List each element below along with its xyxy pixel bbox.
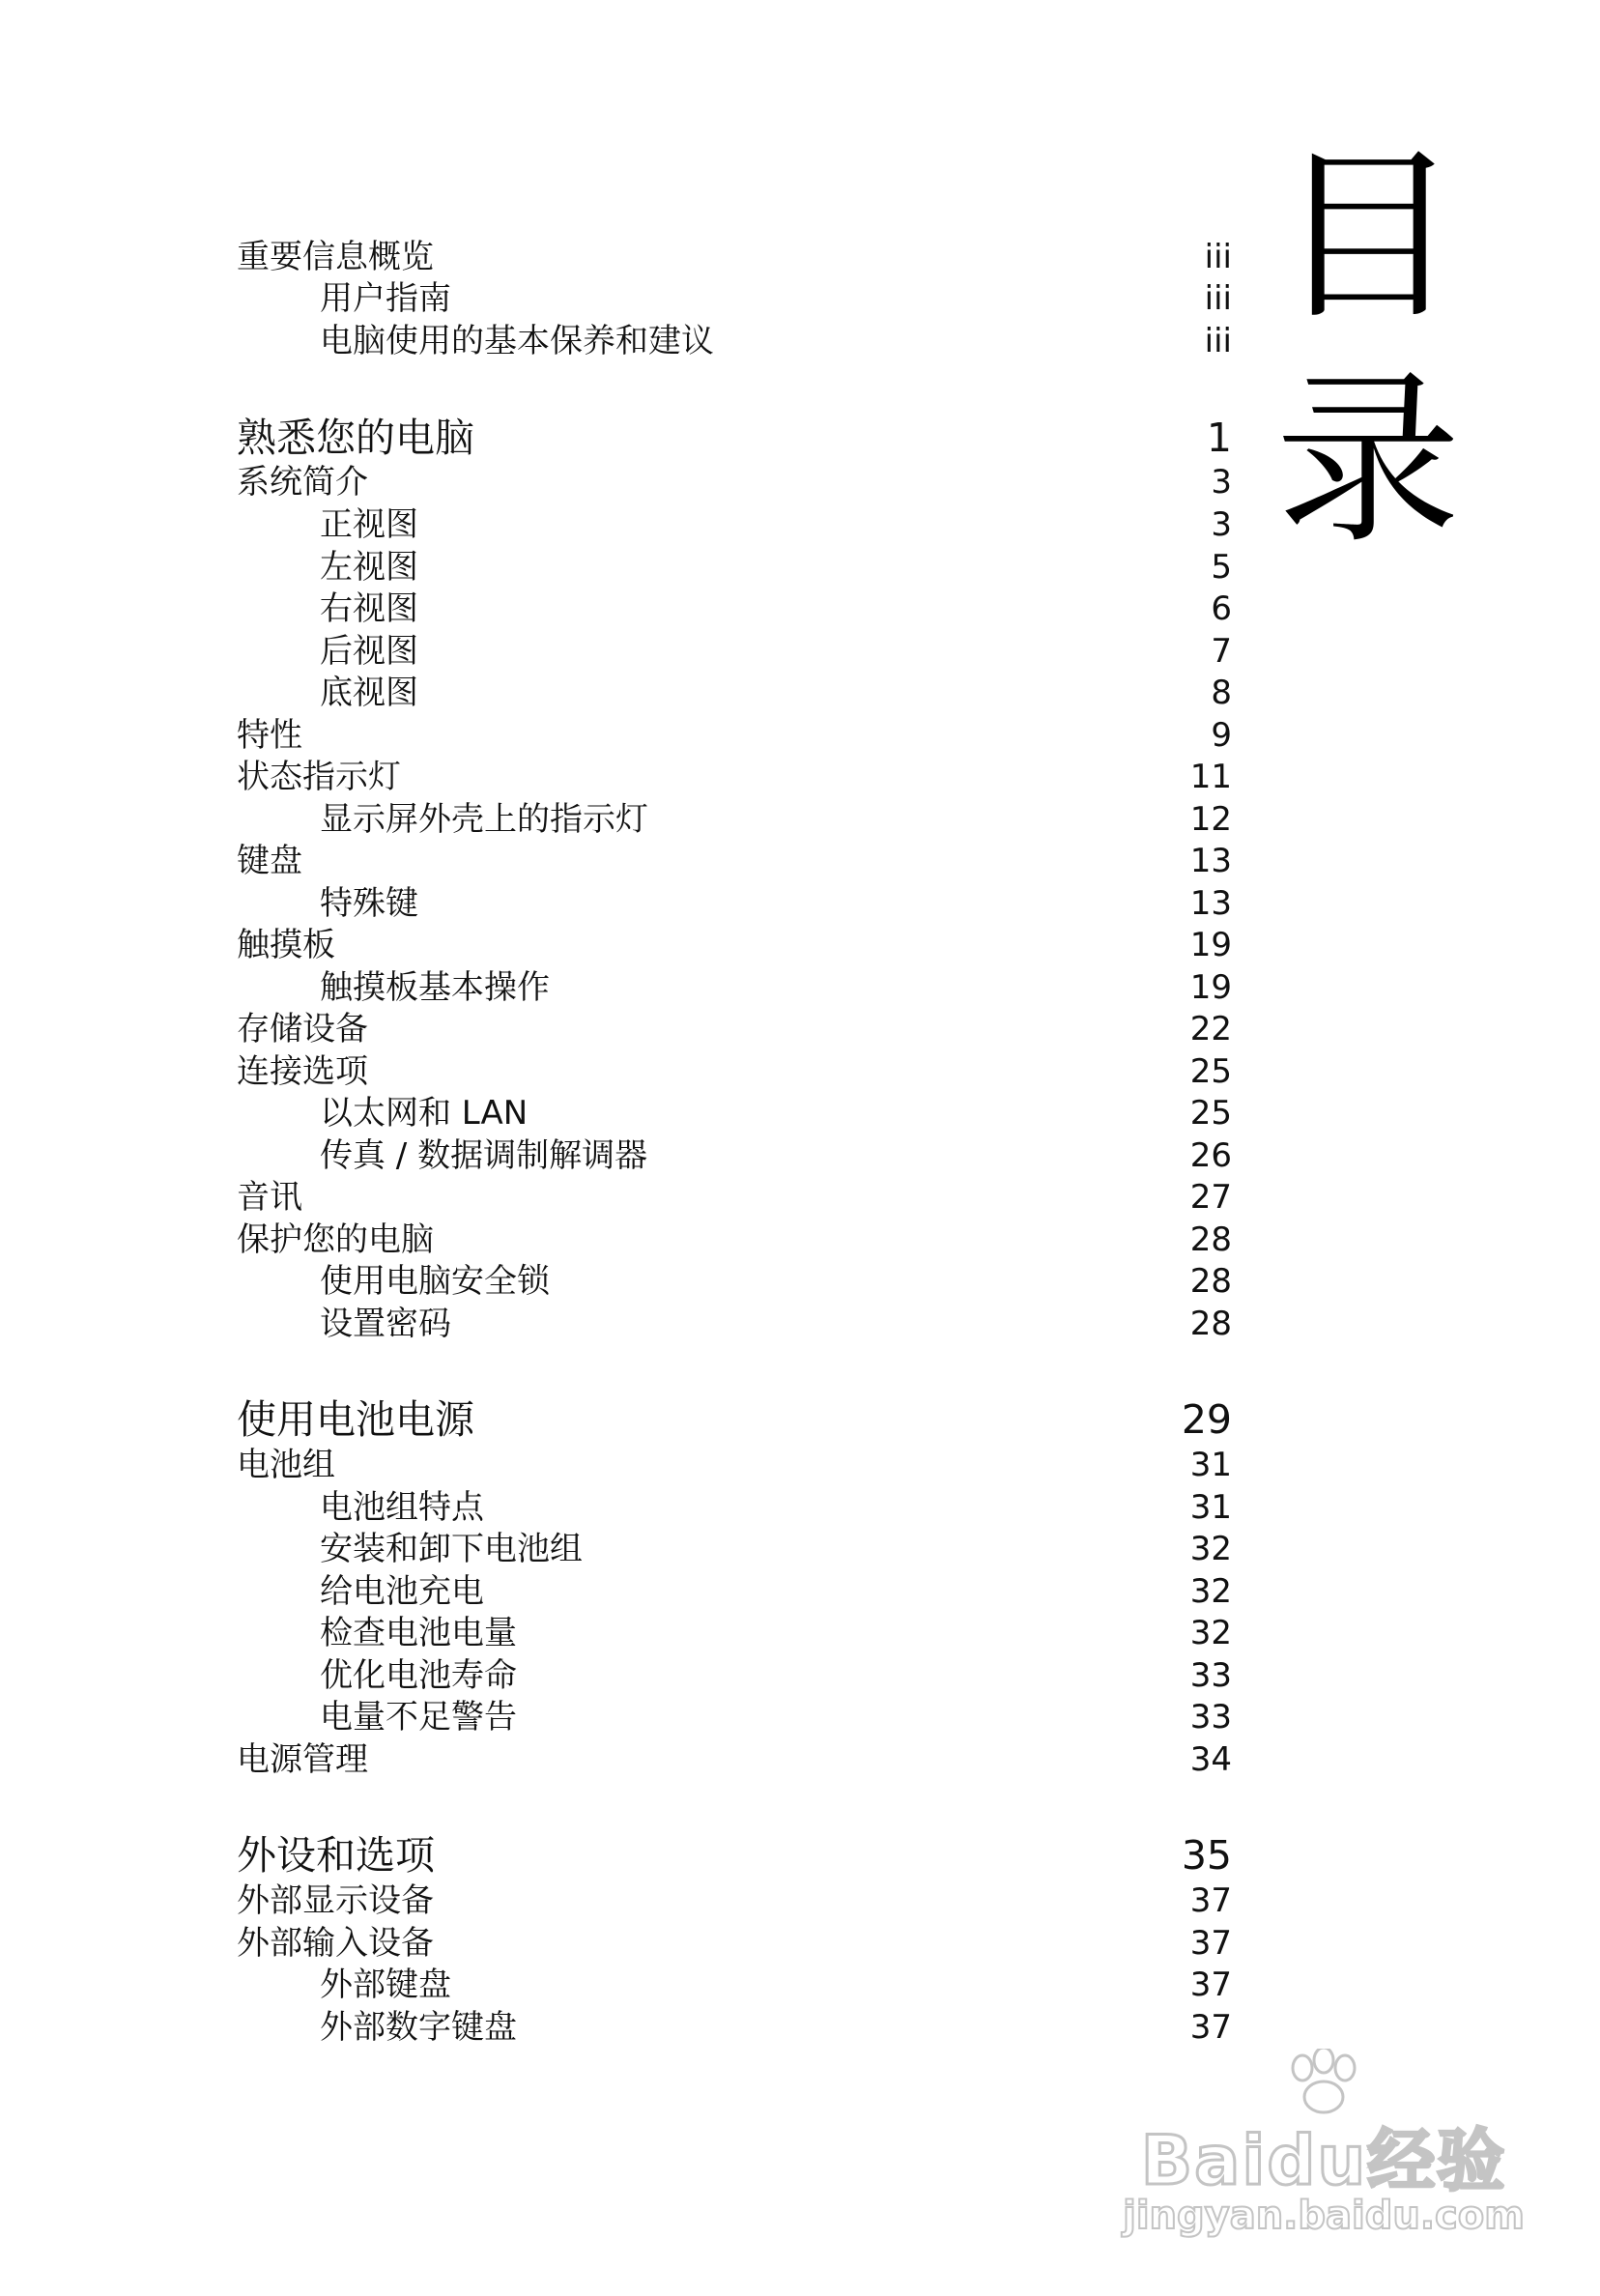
toc-entry-page: iii bbox=[1204, 322, 1232, 360]
toc-chapter-page: 29 bbox=[1181, 1396, 1232, 1443]
toc-entry-page: 32 bbox=[1189, 1530, 1232, 1568]
toc-entry-title: 使用电脑安全锁 bbox=[320, 1262, 550, 1301]
toc-entry[interactable] bbox=[237, 714, 1232, 757]
toc-entry[interactable] bbox=[237, 840, 1232, 882]
toc-entry-page: 33 bbox=[1189, 1656, 1232, 1695]
toc-entry-title: 重要信息概览 bbox=[237, 238, 434, 276]
toc-entry-title: 传真 / 数据调制解调器 bbox=[320, 1136, 648, 1175]
toc-entry[interactable] bbox=[237, 1612, 1232, 1654]
toc-entry-page: 12 bbox=[1189, 800, 1232, 839]
page-title-line-2: 录 bbox=[1275, 354, 1461, 569]
toc-entry-title: 触摸板基本操作 bbox=[320, 968, 550, 1007]
toc-entry[interactable] bbox=[237, 882, 1232, 925]
toc-entry[interactable] bbox=[237, 1050, 1232, 1093]
toc-chapter-title: 使用电池电源 bbox=[237, 1396, 474, 1443]
page-title-line-1: 目 bbox=[1275, 129, 1461, 345]
toc-entry-title: 电池组 bbox=[237, 1446, 335, 1484]
toc-entry[interactable] bbox=[237, 277, 1232, 320]
toc-entry-page: 31 bbox=[1189, 1446, 1232, 1484]
toc-entry[interactable] bbox=[237, 924, 1232, 966]
toc-entry[interactable] bbox=[237, 503, 1232, 546]
toc-chapter[interactable] bbox=[237, 1392, 1232, 1447]
toc-entry-page: 37 bbox=[1189, 2008, 1232, 2047]
toc-entry[interactable] bbox=[237, 1176, 1232, 1219]
toc-entry-title: 给电池充电 bbox=[320, 1572, 484, 1611]
toc-entry-title: 检查电池电量 bbox=[320, 1614, 517, 1652]
toc-entry[interactable] bbox=[237, 236, 1232, 278]
toc-entry-title: 设置密码 bbox=[320, 1305, 451, 1343]
toc-entry-title: 用户指南 bbox=[320, 279, 451, 318]
toc-entry[interactable] bbox=[237, 1134, 1232, 1177]
toc-entry[interactable] bbox=[237, 1570, 1232, 1613]
toc-entry-page: 37 bbox=[1189, 1966, 1232, 2004]
toc-entry[interactable] bbox=[237, 672, 1232, 714]
toc-entry-page: 9 bbox=[1211, 716, 1232, 755]
toc-entry-page: 6 bbox=[1211, 589, 1232, 628]
toc-chapter-page: 1 bbox=[1206, 415, 1232, 461]
toc-entry-title: 存储设备 bbox=[237, 1010, 368, 1048]
toc-entry-title: 显示屏外壳上的指示灯 bbox=[320, 800, 648, 839]
toc-entry-page: 11 bbox=[1189, 758, 1232, 796]
toc-entry-page: 25 bbox=[1189, 1052, 1232, 1091]
toc-entry-page: 3 bbox=[1211, 463, 1232, 502]
toc-entry-title: 外部数字键盘 bbox=[320, 2008, 517, 2047]
toc-entry-page: 27 bbox=[1189, 1178, 1232, 1217]
toc-entry-title: 系统简介 bbox=[237, 463, 368, 502]
toc-entry-page: 32 bbox=[1189, 1572, 1232, 1611]
toc-entry-page: 7 bbox=[1211, 632, 1232, 671]
toc-entry[interactable] bbox=[237, 461, 1232, 503]
toc-entry-page: 13 bbox=[1189, 842, 1232, 880]
toc-entry[interactable] bbox=[237, 1008, 1232, 1050]
toc-entry-title: 以太网和 LAN bbox=[320, 1094, 529, 1133]
toc-entry[interactable] bbox=[237, 1738, 1232, 1781]
toc-entry-title: 电源管理 bbox=[237, 1740, 368, 1779]
toc-entry-title: 安装和卸下电池组 bbox=[320, 1530, 583, 1568]
toc-entry-page: 8 bbox=[1211, 674, 1232, 712]
toc-entry[interactable] bbox=[237, 756, 1232, 798]
toc-entry[interactable] bbox=[237, 1922, 1232, 1965]
toc-entry-page: iii bbox=[1204, 279, 1232, 318]
toc-entry-page: 22 bbox=[1189, 1010, 1232, 1048]
toc-entry-title: 状态指示灯 bbox=[237, 758, 401, 796]
toc-entry-title: 连接选项 bbox=[237, 1052, 368, 1091]
toc-entry-title: 音讯 bbox=[237, 1178, 302, 1217]
toc-chapter-page: 35 bbox=[1181, 1832, 1232, 1879]
toc-entry-title: 后视图 bbox=[320, 632, 418, 671]
toc-entry-page: 34 bbox=[1189, 1740, 1232, 1779]
toc-entry[interactable] bbox=[237, 1303, 1232, 1345]
toc-entry-title: 保护您的电脑 bbox=[237, 1220, 434, 1259]
toc-entry[interactable] bbox=[237, 1880, 1232, 1922]
toc-entry-page: 19 bbox=[1189, 968, 1232, 1007]
toc-entry-title: 右视图 bbox=[320, 589, 418, 628]
toc-entry[interactable] bbox=[237, 1528, 1232, 1570]
toc-entry[interactable] bbox=[237, 1444, 1232, 1486]
toc-entry-page: 28 bbox=[1189, 1305, 1232, 1343]
toc-entry-page: 26 bbox=[1189, 1136, 1232, 1175]
toc-entry-title: 底视图 bbox=[320, 674, 418, 712]
toc-entry-page: 5 bbox=[1211, 548, 1232, 587]
toc-entry-title: 电脑使用的基本保养和建议 bbox=[320, 322, 714, 360]
toc-entry-title: 电量不足警告 bbox=[320, 1698, 517, 1736]
toc-entry-page: 3 bbox=[1211, 505, 1232, 544]
toc-entry[interactable] bbox=[237, 588, 1232, 630]
toc-entry[interactable] bbox=[237, 1654, 1232, 1697]
toc-entry[interactable] bbox=[237, 1219, 1232, 1261]
toc-entry[interactable] bbox=[237, 798, 1232, 841]
watermark-url: jingyan.baidu.com bbox=[1123, 2194, 1525, 2238]
toc-entry-page: 28 bbox=[1189, 1262, 1232, 1301]
toc-entry-title: 外部键盘 bbox=[320, 1966, 451, 2004]
toc-entry[interactable] bbox=[237, 546, 1232, 588]
toc-entry-page: 28 bbox=[1189, 1220, 1232, 1259]
toc-chapter[interactable] bbox=[237, 411, 1232, 465]
toc-entry-page: 31 bbox=[1189, 1488, 1232, 1527]
toc-entry-page: 37 bbox=[1189, 1881, 1232, 1920]
baidu-watermark bbox=[1121, 2049, 1527, 2252]
toc-entry-title: 电池组特点 bbox=[320, 1488, 484, 1527]
toc-entry-page: 32 bbox=[1189, 1614, 1232, 1652]
toc-entry-title: 外部显示设备 bbox=[237, 1881, 434, 1920]
page-title bbox=[1275, 126, 1459, 574]
toc-entry-page: iii bbox=[1204, 238, 1232, 276]
toc-entry-page: 25 bbox=[1189, 1094, 1232, 1133]
toc-chapter[interactable] bbox=[237, 1828, 1232, 1882]
toc-entry-page: 19 bbox=[1189, 926, 1232, 964]
toc-entry[interactable] bbox=[237, 2006, 1232, 2049]
toc-entry-title: 触摸板 bbox=[237, 926, 335, 964]
toc-entry[interactable] bbox=[237, 1092, 1232, 1134]
toc-entry-title: 键盘 bbox=[237, 842, 302, 880]
toc-entry-title: 优化电池寿命 bbox=[320, 1656, 517, 1695]
toc-entry-title: 外部输入设备 bbox=[237, 1924, 434, 1963]
toc-entry-page: 37 bbox=[1189, 1924, 1232, 1963]
toc-entry[interactable] bbox=[237, 1486, 1232, 1529]
toc-chapter-title: 外设和选项 bbox=[237, 1832, 435, 1879]
toc-entry-title: 特殊键 bbox=[320, 884, 418, 923]
toc-entry-page: 13 bbox=[1189, 884, 1232, 923]
toc-entry-title: 正视图 bbox=[320, 505, 418, 544]
toc-entry[interactable] bbox=[237, 630, 1232, 673]
toc-entry[interactable] bbox=[237, 320, 1232, 362]
toc-entry-page: 33 bbox=[1189, 1698, 1232, 1736]
toc-entry[interactable] bbox=[237, 1260, 1232, 1303]
toc-chapter-title: 熟悉您的电脑 bbox=[237, 415, 474, 461]
toc-entry-title: 左视图 bbox=[320, 548, 418, 587]
toc-entry[interactable] bbox=[237, 1964, 1232, 2006]
toc-entry[interactable] bbox=[237, 1696, 1232, 1738]
toc-entry[interactable] bbox=[237, 966, 1232, 1009]
watermark-brand: Baidu经验 bbox=[1140, 2121, 1507, 2200]
toc-entry-title: 特性 bbox=[237, 716, 302, 755]
